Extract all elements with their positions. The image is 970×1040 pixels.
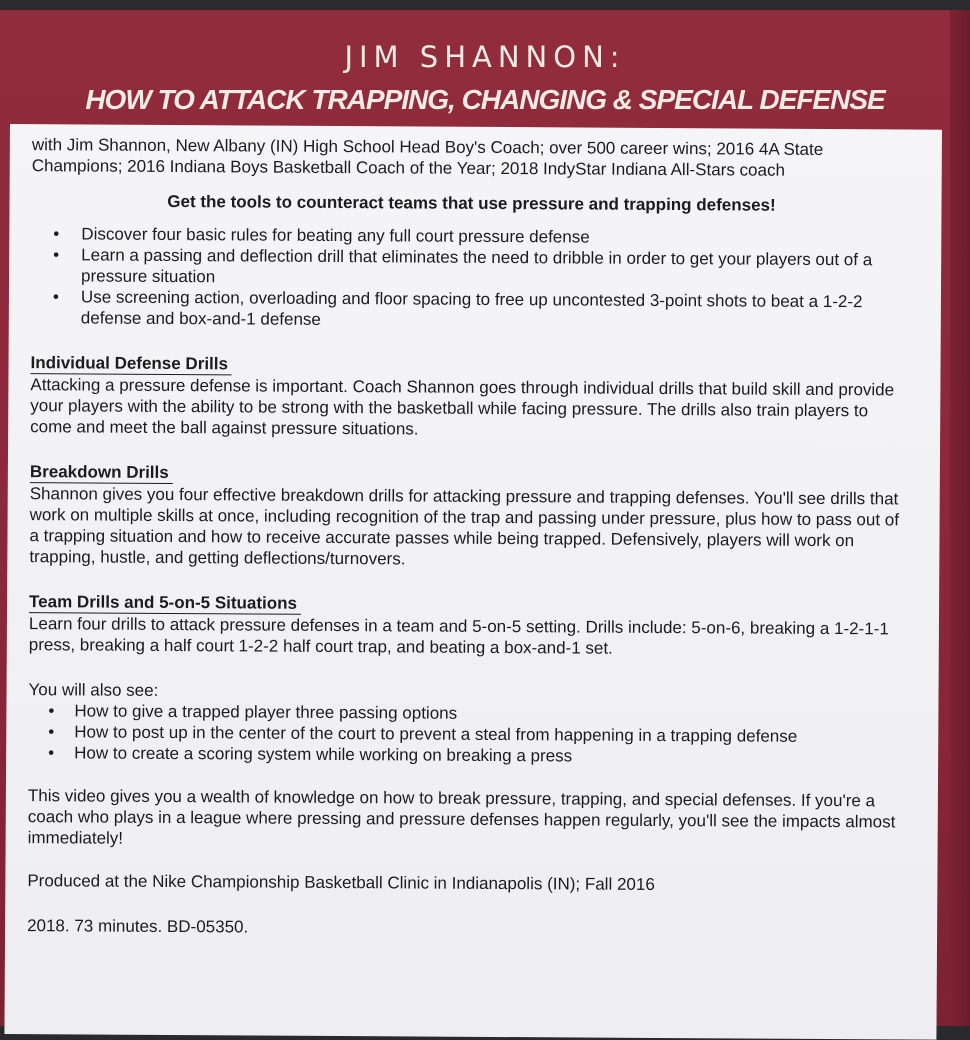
section-breakdown-drills <box>29 461 910 572</box>
also-see-heading: You will also see: <box>28 680 159 700</box>
page-subtitle: HOW TO ATTACK TRAPPING, CHANGING & SPECIAL DEFENSE <box>85 84 885 115</box>
section-heading: Breakdown Drills <box>30 462 173 484</box>
list-item: • How to create a scoring system while working on breaking a press <box>28 742 908 768</box>
section-heading: Team Drills and 5-on-5 Situations <box>29 592 301 615</box>
production-note: Produced at the Nike Championship Basketball Clinic in Indianapolis (IN); Fall 2016 <box>27 871 655 894</box>
list-item: • Discover four basic rules for beating any full court pressure defense <box>31 223 911 249</box>
page-title: JIM SHANNON: <box>344 40 626 74</box>
description-panel <box>4 124 942 1040</box>
conclusion-text: This video gives you a wealth of knowledge on how to break pressure, trapping, and special defenses. If you're a coach who plays in a league where pressing and pressure defenses happen regularly, you'll see the impacts almost immediately! <box>27 786 896 848</box>
section-body: Learn four drills to attack pressure defenses in a team and 5-on-5 setting. Drills include: 5-on-6, breaking a 1-2-1-1 press, breaking a half court 1-2-2 half court trap, and beating a box-and-1 set. <box>28 614 889 658</box>
section-individual-defense <box>30 352 911 442</box>
section-body: Attacking a pressure defense is important. Coach Shannon goes through individual drills that build skill and provide your players with the ability to be strong with the basketball while facing pressure. The drills also train players to come and meet the ball against pressure situations. <box>30 375 895 439</box>
headline: Get the tools to counteract teams that use pressure and trapping defenses! <box>167 191 776 215</box>
list-item: • How to post up in the center of the court to prevent a steal from happening in a trapping defense <box>28 721 908 747</box>
key-points-list <box>31 223 912 333</box>
product-footer: 2018. 73 minutes. BD-05350. <box>27 916 249 937</box>
list-item: • How to give a trapped player three passing options <box>28 700 908 726</box>
section-body: Shannon gives you four effective breakdown drills for attacking pressure and trapping defenses. You'll see drills that work on multiple skills at once, including recognition of the trap and passing under pressure, plus how to pass out of a trapping situation and how to receive accurate passes while being trapped. Defensively, players will work on trapping, hustle, and getting deflections/turnovers. <box>29 484 900 569</box>
list-item: • Use screening action, overloading and floor spacing to free up uncontested 3-point shots to beat a 1-2-2 defense and box-and-1 defense <box>31 286 911 333</box>
section-team-drills <box>29 591 909 660</box>
list-item: • Learn a passing and deflection drill that eliminates the need to dribble in order to get your players out of a pressure situation <box>31 244 911 291</box>
description-content <box>27 134 912 941</box>
also-see-list <box>28 700 908 768</box>
section-heading: Individual Defense Drills <box>30 353 232 375</box>
right-border <box>950 10 970 1026</box>
intro-text: with Jim Shannon, New Albany (IN) High School Head Boy's Coach; over 500 career wins; 2016 4A State Champions; 2016 Indiana Boys Basketball Coach of the Year; 2018 IndyStar Indiana All-Stars coach <box>31 135 824 180</box>
